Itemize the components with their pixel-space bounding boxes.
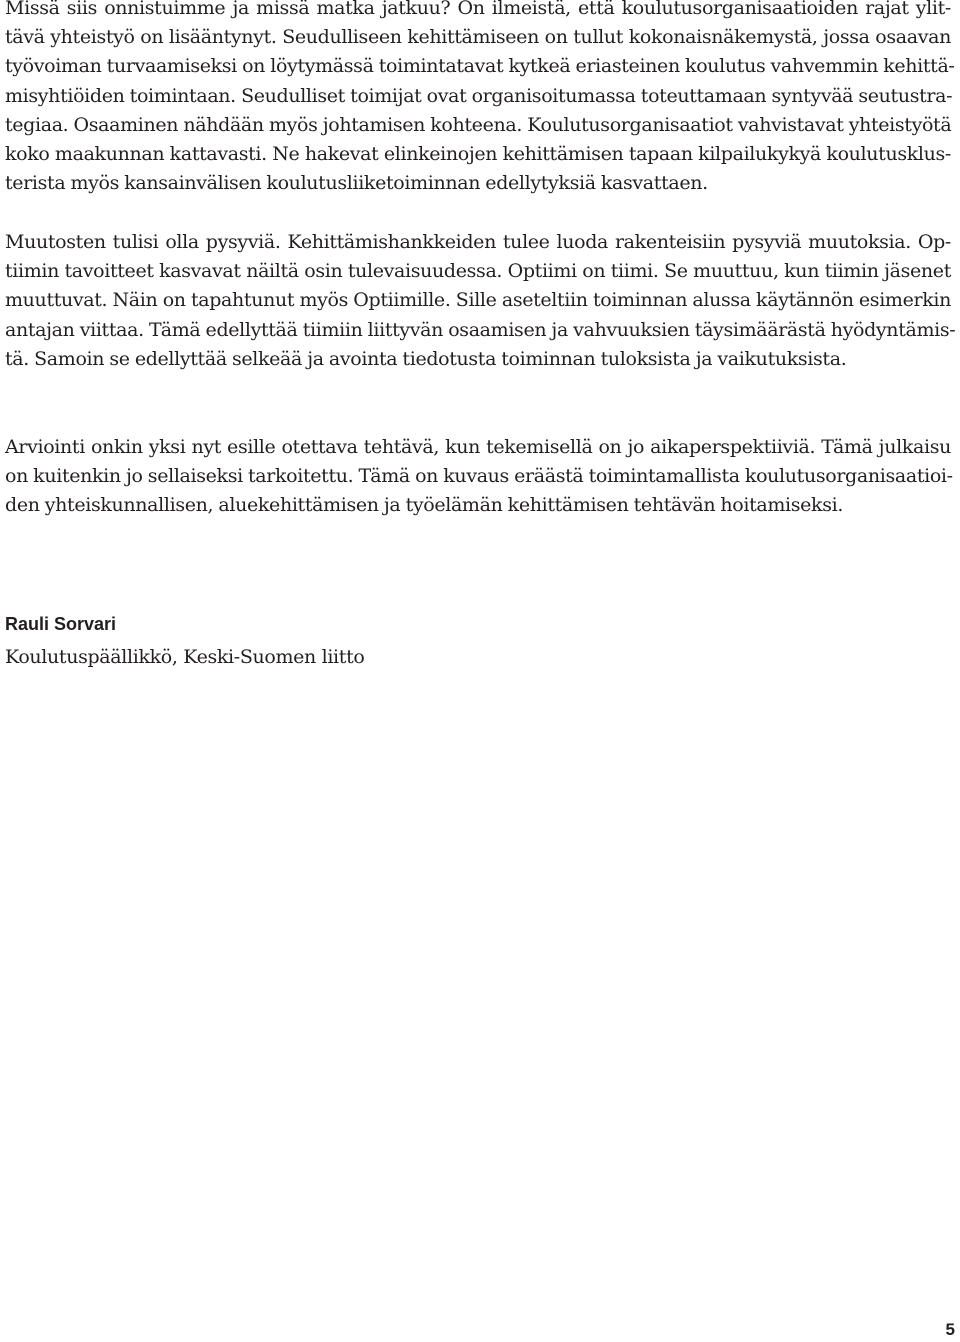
text-line: Arviointi onkin yksi nyt esille otettava tehtävä, kun tekemisellä on jo aikaperspektiiviä. Tämä julkaisu	[5, 436, 951, 458]
text-line: tegiaa. Osaaminen nähdään myös johtamisen kohteena. Koulutusorganisaatiot vahvistavat yhteistyötä	[5, 113, 952, 136]
body-paragraph	[5, 0, 955, 198]
text-line: on kuitenkin jo sellaiseksi tarkoitettu. Tämä on kuvaus eräästä toimintamallista koulutusorganisaatioi-	[5, 465, 953, 488]
signature-name: Rauli Sorvari	[5, 614, 117, 634]
body-paragraph	[5, 433, 951, 521]
text-line: misyhtiöiden toimintaan. Seudulliset toimijat ovat organisoitumassa toteuttamaan syntyvää seutustra-	[5, 84, 953, 107]
text-line: Missä siis onnistuimme ja missä matka jatkuu? On ilmeistä, että koulutusorganisaatioiden rajat ylit-	[5, 0, 951, 19]
text-line: den yhteiskunnallisen, aluekehittämisen ja työelämän kehittämisen tehtävän hoitamiseksi.	[5, 494, 844, 517]
text-line: terista myös kansainvälisen koulutusliiketoiminnan edellytyksiä kasvattaen.	[5, 172, 708, 195]
body-paragraph	[5, 228, 956, 374]
text-line: työvoiman turvaamiseksi on löytymässä toimintatavat kytkeä eriasteinen koulutus vahvemmin kehittä-	[5, 55, 955, 78]
text-line: koko maakunnan kattavasti. Ne hakevat elinkeinojen kehittämisen tapaan kilpailukykyä koulutusklus-	[5, 143, 951, 166]
signature-title: Koulutuspäällikkö, Keski-Suomen liitto	[5, 646, 365, 668]
page-number: 5	[945, 1320, 955, 1339]
text-line: Muutosten tulisi olla pysyviä. Kehittämishankkeiden tulee luoda rakenteisiin pysyviä muutoksia. Op-	[5, 231, 951, 253]
text-line: tä. Samoin se edellyttää selkeää ja avointa tiedotusta toiminnan tuloksista ja vaikutuksista.	[5, 347, 847, 370]
text-line: muuttuvat. Näin on tapahtunut myös Optiimille. Sille aseteltiin toiminnan alussa käytännön esimerkin	[5, 289, 951, 312]
text-line: tiimin tavoitteet kasvavat näiltä osin tulevaisuudessa. Optiimi on tiimi. Se muuttuu, kun tiimin jäsenet	[5, 260, 951, 283]
text-line: antajan viittaa. Tämä edellyttää tiimiin liittyvän osaamisen ja vahvuuksien täysimäärästä hyödyntämis-	[5, 318, 956, 341]
text-line: tävä yhteistyö on lisääntynyt. Seudulliseen kehittämiseen on tullut kokonaisnäkemystä, jossa osaavan	[5, 26, 951, 49]
